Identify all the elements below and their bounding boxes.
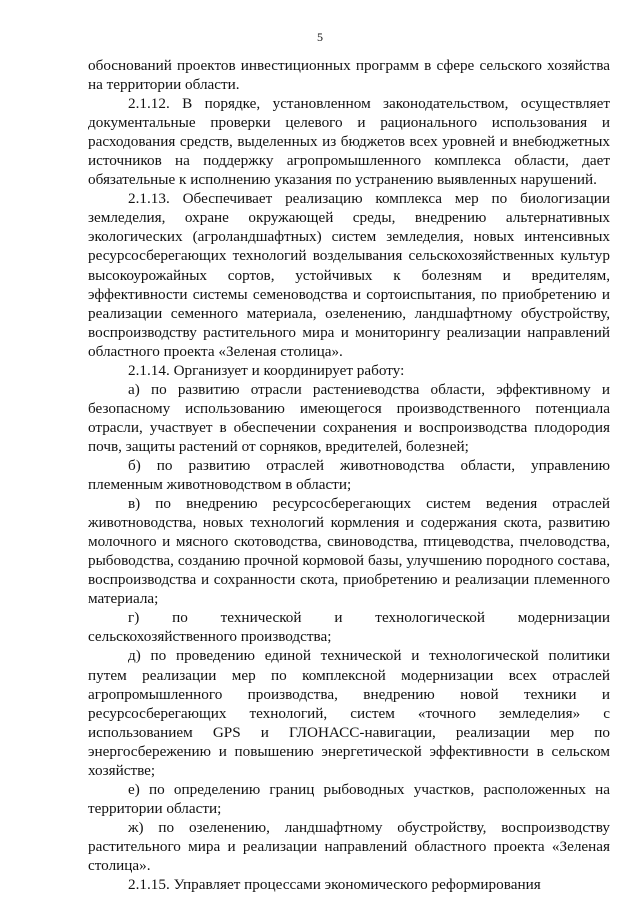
page-number: 5 (317, 30, 323, 44)
paragraph: 2.1.12. В порядке, установленном законодательством, осуществляет документальные проверки целевого и рационального использования и расходования средств, выделенных из бюджетов всех уровней и внебюджетных источников на поддержку агропромышленного комплекса области, дает обязательные к исполнению указания по устранению выявленных нарушений. (88, 95, 610, 189)
paragraph: 2.1.14. Организует и координирует работу: (128, 361, 405, 379)
paragraph: в) по внедрению ресурсосберегающих систем ведения отраслей животноводства, новых технологий кормления и содержания скота, развитию молочного и мясного скотоводства, свиноводства, птицеводства, пчеловодства, рыбоводства, созданию прочной кормовой базы, улучшению породного состава, воспроизводства и сохранности скота, приобретению и реализации племенного материала; (88, 495, 610, 608)
document-body (88, 56, 610, 894)
paragraph: г) по технической и технологической модернизации сельскохозяйственного производства; (88, 609, 610, 646)
paragraph: 2.1.15. Управляет процессами экономического реформирования (128, 876, 541, 894)
paragraph: б) по развитию отраслей животноводства области, управлению племенным животноводством в области; (88, 456, 610, 494)
paragraph: е) по определению границ рыбоводных участков, расположенных на территории области; (88, 780, 610, 817)
paragraph: ж) по озеленению, ландшафтному обустройству, воспроизводству растительного мира и реализации направлений областного проекта «Зеленая столица». (88, 818, 610, 874)
paragraph: д) по проведению единой технической и технологической политики путем реализации мер по комплексной модернизации всех отраслей агропромышленного производства, внедрению новой техники и ресурсосберегающих технологий, систем «точного земледелия» с использованием GPS и ГЛОНАСС-навигации, реализации мер по энергосбережению и повышению энергетической эффективности в сельском хозяйстве; (88, 647, 610, 779)
paragraph: обоснований проектов инвестиционных программ в сфере сельского хозяйства на территории области. (88, 57, 610, 94)
paragraph: 2.1.13. Обеспечивает реализацию комплекса мер по биологизации земледелия, охране окружающей среды, внедрению альтернативных экологических (агроландшафтных) систем земледелия, новых интенсивных ресурсосберегающих технологий возделывания сельскохозяйственных культур высокоурожайных сортов, устойчивых к болезням и вредителям, эффективности системы семеноводства и сортоиспытания, по приобретению и реализации семенного материала, озеленению, ландшафтному обустройству, воспроизводству растительного мира и мониторингу реализации направлений областного проекта «Зеленая столица». (88, 190, 610, 360)
paragraph: а) по развитию отрасли растениеводства области, эффективному и безопасному использованию имеющегося производственного потенциала отрасли, участвует в обеспечении сохранения и воспроизводства плодородия почв, защиты растений от сорняков, вредителей, болезней; (88, 380, 610, 455)
